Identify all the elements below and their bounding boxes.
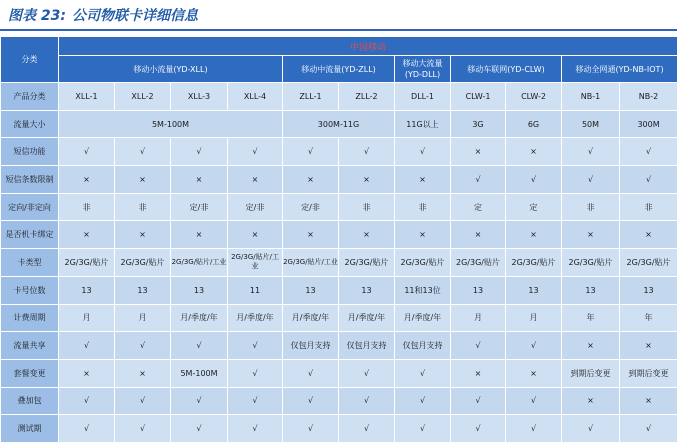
table-cell: × (59, 221, 115, 249)
table-cell: NB-1 (562, 83, 620, 111)
table-cell: × (562, 332, 620, 360)
table-cell: 11和13位 (395, 276, 451, 304)
table-cell: 年 (562, 304, 620, 332)
table-cell: 月 (59, 304, 115, 332)
table-cell: 13 (339, 276, 395, 304)
table-cell: 定/非 (283, 193, 339, 221)
group-header: 移动中流量(YD-ZLL) (283, 56, 395, 83)
table-cell: 非 (339, 193, 395, 221)
table-cell: √ (115, 332, 171, 360)
table-cell: √ (451, 415, 506, 443)
row-label: 叠加包 (1, 387, 59, 415)
table-cell: √ (451, 166, 506, 194)
row-label: 流量共享 (1, 332, 59, 360)
table-cell: × (171, 221, 228, 249)
table-cell: √ (228, 332, 283, 360)
row-label: 计费周期 (1, 304, 59, 332)
table-cell: √ (506, 166, 562, 194)
table-cell: 2G/3G/贴片/工业 (228, 249, 283, 277)
row-label: 套餐变更 (1, 359, 59, 387)
row-label: 卡号位数 (1, 276, 59, 304)
table-cell: 月 (451, 304, 506, 332)
table-cell: XLL-4 (228, 83, 283, 111)
table-cell: √ (283, 387, 339, 415)
table-cell: 2G/3G/贴片 (339, 249, 395, 277)
table-cell: 50M (562, 110, 620, 138)
table-cell: √ (283, 415, 339, 443)
table-cell: √ (115, 415, 171, 443)
table-cell: √ (451, 387, 506, 415)
table-cell: √ (115, 138, 171, 166)
table-cell: × (339, 221, 395, 249)
table-cell: √ (228, 359, 283, 387)
table-cell: × (506, 138, 562, 166)
table-cell: XLL-3 (171, 83, 228, 111)
table-cell: × (451, 138, 506, 166)
table-cell: 定/非 (171, 193, 228, 221)
table-row (1, 304, 677, 332)
table-row (1, 387, 677, 415)
table-cell: √ (562, 166, 620, 194)
table-cell: 非 (59, 193, 115, 221)
table-cell: 11 (228, 276, 283, 304)
table-cell: 仅包月支持 (395, 332, 451, 360)
table-cell: × (620, 221, 677, 249)
table-cell: 月/季度/年 (228, 304, 283, 332)
table-cell: 2G/3G/贴片 (59, 249, 115, 277)
group-header: 移动大流量 (YD-DLL) (395, 56, 451, 83)
table-cell: 13 (451, 276, 506, 304)
table-cell: × (620, 332, 677, 360)
corner-header: 分类 (1, 37, 59, 83)
table-cell: √ (171, 332, 228, 360)
table-row (1, 276, 677, 304)
table-cell: × (283, 221, 339, 249)
table-cell: 6G (506, 110, 562, 138)
table-cell: 定 (506, 193, 562, 221)
table-cell: × (171, 166, 228, 194)
table-cell: √ (620, 415, 677, 443)
row-label: 短信功能 (1, 138, 59, 166)
table-cell: √ (395, 387, 451, 415)
table-cell: 5M-100M (59, 110, 283, 138)
table-cell: √ (228, 415, 283, 443)
table-cell: × (620, 387, 677, 415)
table-cell: × (339, 166, 395, 194)
table-cell: √ (171, 387, 228, 415)
table-cell: √ (562, 138, 620, 166)
table-cell: CLW-2 (506, 83, 562, 111)
table-cell: √ (620, 166, 677, 194)
figure-caption: 公司物联卡详细信息 (72, 8, 198, 24)
table-cell: 到期后变更 (562, 359, 620, 387)
header-row-groups (1, 56, 677, 83)
table-cell: 月/季度/年 (339, 304, 395, 332)
table-cell: 定 (451, 193, 506, 221)
table-cell: × (115, 221, 171, 249)
table-cell: × (506, 221, 562, 249)
table-cell: √ (59, 332, 115, 360)
table-cell: √ (339, 387, 395, 415)
table-cell: √ (228, 387, 283, 415)
table-row (1, 138, 677, 166)
table-cell: 2G/3G/贴片 (395, 249, 451, 277)
table-cell: × (451, 221, 506, 249)
table-cell: 仅包月支持 (283, 332, 339, 360)
table-cell: 非 (115, 193, 171, 221)
table-cell: × (228, 221, 283, 249)
table-cell: × (59, 166, 115, 194)
table-cell: √ (395, 359, 451, 387)
table-row (1, 193, 677, 221)
table-cell: √ (451, 332, 506, 360)
table-cell: × (506, 359, 562, 387)
table-cell: 到期后变更 (620, 359, 677, 387)
table-cell: × (283, 166, 339, 194)
table-cell: 13 (171, 276, 228, 304)
table-cell: 13 (620, 276, 677, 304)
table-cell: 非 (395, 193, 451, 221)
table-cell: √ (339, 359, 395, 387)
table-cell: 2G/3G/贴片 (562, 249, 620, 277)
table-cell: CLW-1 (451, 83, 506, 111)
table-body (1, 37, 677, 443)
table-cell: XLL-2 (115, 83, 171, 111)
table-cell: 5M-100M (171, 359, 228, 387)
table-cell: √ (283, 359, 339, 387)
table-row (1, 249, 677, 277)
row-label: 测试期 (1, 415, 59, 443)
table-cell: 月/季度/年 (395, 304, 451, 332)
table-cell: DLL-1 (395, 83, 451, 111)
table-cell: × (451, 359, 506, 387)
group-header: 移动全网通(YD-NB-IOT) (562, 56, 677, 83)
table-row (1, 415, 677, 443)
table-cell: × (395, 221, 451, 249)
table-row (1, 221, 677, 249)
figure-title (8, 7, 198, 25)
header-row-carrier (1, 37, 677, 56)
table-cell: × (59, 359, 115, 387)
table-cell: × (115, 166, 171, 194)
table-row (1, 110, 677, 138)
table-cell: √ (506, 332, 562, 360)
table-cell: √ (59, 138, 115, 166)
table-cell: 300M-11G (283, 110, 395, 138)
table-cell: 非 (620, 193, 677, 221)
table-cell: √ (115, 387, 171, 415)
table-cell: × (395, 166, 451, 194)
iot-card-table (0, 36, 677, 443)
figure-number: 图表 23: (8, 8, 66, 24)
table-cell: ZLL-1 (283, 83, 339, 111)
table-cell: 月/季度/年 (171, 304, 228, 332)
group-header: 移动小流量(YD-XLL) (59, 56, 283, 83)
table-cell: ZLL-2 (339, 83, 395, 111)
row-label: 流量大小 (1, 110, 59, 138)
table-cell: × (115, 359, 171, 387)
table-cell: 2G/3G/贴片/工业 (171, 249, 228, 277)
table-cell: 月 (115, 304, 171, 332)
title-underline (0, 29, 677, 31)
table-cell: 300M (620, 110, 677, 138)
table-cell: √ (171, 138, 228, 166)
table-cell: × (562, 221, 620, 249)
carrier-header: 中国移动 (59, 37, 677, 56)
table-cell: × (562, 387, 620, 415)
row-label: 是否机卡绑定 (1, 221, 59, 249)
table-cell: √ (228, 138, 283, 166)
table-cell: 13 (506, 276, 562, 304)
table-cell: 2G/3G/贴片 (115, 249, 171, 277)
table-cell: √ (339, 415, 395, 443)
row-label: 产品分类 (1, 83, 59, 111)
table-cell: √ (620, 138, 677, 166)
table-cell: NB-2 (620, 83, 677, 111)
table-cell: 2G/3G/贴片/工业 (283, 249, 339, 277)
table-cell: 2G/3G/贴片 (506, 249, 562, 277)
table-row (1, 332, 677, 360)
table-row (1, 83, 677, 111)
table-cell: 非 (562, 193, 620, 221)
table-cell: 2G/3G/贴片 (620, 249, 677, 277)
table-cell: 11G以上 (395, 110, 451, 138)
table-cell: √ (506, 387, 562, 415)
group-header: 移动车联网(YD-CLW) (451, 56, 562, 83)
row-label: 短信条数限制 (1, 166, 59, 194)
table-cell: 13 (59, 276, 115, 304)
table-cell: √ (395, 138, 451, 166)
row-label: 卡类型 (1, 249, 59, 277)
table-cell: XLL-1 (59, 83, 115, 111)
table-cell: 月/季度/年 (283, 304, 339, 332)
row-label: 定向/非定向 (1, 193, 59, 221)
table-cell: 定/非 (228, 193, 283, 221)
table-cell: √ (59, 415, 115, 443)
table-cell: × (228, 166, 283, 194)
table-cell: √ (59, 387, 115, 415)
table-cell: 3G (451, 110, 506, 138)
table-row (1, 166, 677, 194)
table-cell: 13 (562, 276, 620, 304)
table-row (1, 359, 677, 387)
table-cell: 13 (283, 276, 339, 304)
table-cell: √ (506, 415, 562, 443)
table-cell: 年 (620, 304, 677, 332)
table-cell: 2G/3G/贴片 (451, 249, 506, 277)
table-cell: √ (171, 415, 228, 443)
table-cell: 仅包月支持 (339, 332, 395, 360)
table-cell: √ (562, 415, 620, 443)
table-cell: √ (395, 415, 451, 443)
table-cell: √ (339, 138, 395, 166)
table-cell: 月 (506, 304, 562, 332)
table-cell: √ (283, 138, 339, 166)
table-cell: 13 (115, 276, 171, 304)
